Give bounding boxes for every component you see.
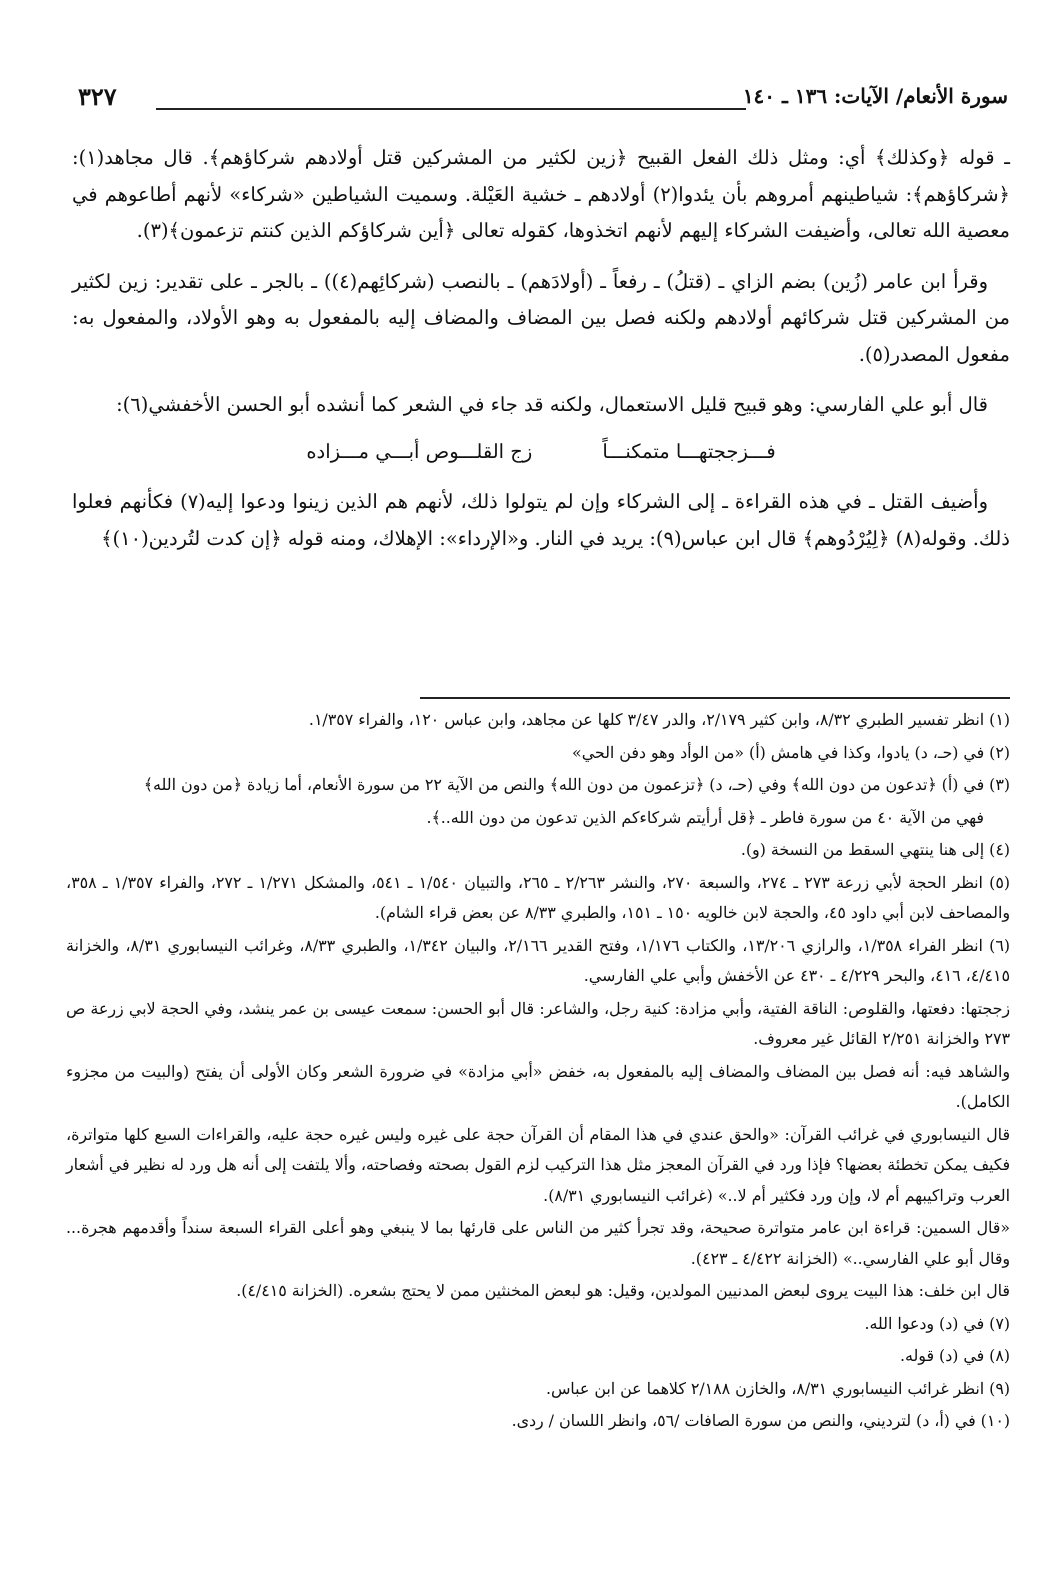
footnote-note: (١٠) في (أ، د) لترديني، والنص من سورة الصافات /٥٦، وانظر اللسان / ردى. [511,1411,1010,1430]
poetry-verse [72,434,1010,471]
verse-first-hemistich: فـــزججتهـــا متمكنـــاً [602,439,776,463]
footnote-note: (٩) انظر غرائب النيسابوري ٨/٣١، والخازن ٢/١٨٨ كلاهما عن ابن عباس. [545,1378,1010,1398]
footnote-note: (٨) في (د) قوله. [900,1346,1010,1365]
footnote-note: (٢) في (حـ، د) يادوا، وكذا في هامش (أ) «من الوأد وهو دفن الحي» [572,742,1010,762]
footnote-plain: «قال السمين: قراءة ابن عامر متواترة صحيحة، وقد تجرأ كثير من الناس على قارئها بما لا ينبغي وهو أعلى القراء السبعة سنداً وأقدمهم هجرة... وقال أبو علي الفارسي..» (الخزانة ٤/٤٢٢ ـ ٤٢٣). [66,1218,1010,1268]
footnote-plain: والشاهد فيه: أنه فصل بين المضاف والمضاف إليه بالمفعول به، خفض «أبي مزادة» في ضرورة الشعر وكان الأولى أن يفتح (والبيت من مجزوء الكامل). [66,1061,1010,1111]
main-text [72,140,1010,571]
footnote-plain: قال ابن خلف: هذا البيت يروى لبعض المدنيين المولدين، وقيل: هو لبعض المخنثين ممن لا يحتج بشعره. (الخزانة ٤/٤١٥). [236,1281,1010,1300]
footnote-separator [420,697,1010,699]
footnote-plain: قال النيسابوري في غرائب القرآن: «والحق عندي في هذا المقام أن القرآن حجة على غيره وليس غيره حجة عليه، والقراءات السبع كلها متواترة، فكيف يمكن تخطئة بعضها؟ فإذا ورد في القرآن المعجز مثل هذا التركيب لزم القول بصحته وفصاحته، وألا يلتفت إلى أنه هل ورد له نظير في أشعار العرب وتراكيبهم أم لا، وإن ورد فكثير أم لا..» (غرائب النيسابوري ٨/٣١). [66,1124,1010,1205]
paragraph-2: وقرأ ابن عامر (زُين) بضم الزاي ـ (قتلُ) ـ رفعاً ـ (أولادَهم) ـ بالنصب (شركائِهم(٤)) ـ بالجر ـ على تقدير: زين لكثير من المشركين قتل شركائهم أولادهم ولكنه فصل بين المضاف والمضاف إليه بالمفعول به وهو الأولاد، والمفعول به: مفعول المصدر(٥). [72,269,1010,366]
footnote-sub: فهي من الآية ٤٠ من سورة فاطر ـ ﴿قل أرأيتم شركاءكم الذين تدعون من دون الله..﴾. [426,807,984,827]
header-rule [156,108,746,110]
footnote-note: (٥) انظر الحجة لأبي زرعة ٢٧٣ ـ ٢٧٤، والسبعة ٢٧٠، والنشر ٢/٢٦٣ ـ ٢٦٥، والتبيان ١/٥٤٠ ـ ٥٤١، والمشكل ١/٢٧١ ـ ٢٧٢، والفراء ١/٣٥٧ ـ ٣٥٨، والمصاحف لابن أبي داود ٤٥، والحجة لابن خالويه ١٥٠ ـ ١٥١، والطبري ٨/٣٣ عن بعض قراء الشام). [66,872,1011,922]
verse-second-hemistich: زج القلـــوص أبـــي مـــزاده [306,439,533,463]
page-number: ٣٢٧ [78,82,117,111]
chapter-title: سورة الأنعام/ الآيات: ١٣٦ ـ ١٤٠ [742,84,1008,108]
footnote-note: (٤) إلى هنا ينتهي السقط من النسخة (و). [740,840,1010,859]
paragraph-4: وأضيف القتل ـ في هذه القراءة ـ إلى الشركاء وإن لم يتولوا ذلك، لأنهم هم الذين زينوا ودعوا إليه(٧) فكأنهم فعلوا ذلك. وقوله(٨) ﴿لِيُرْدُوهم﴾ قال ابن عباس(٩): يريد في النار. و«الإرداء»: الإهلاك، ومنه قوله ﴿إن كدت لتُردين(١٠)﴾ [72,490,1010,550]
footnote-note: (٦) انظر الفراء ١/٣٥٨، والرازي ١٣/٢٠٦، والكتاب ١/١٧٦، وفتح القدير ٢/١٦٦، والبيان ١/٣٤٢، والطبري ٨/٣٣، وغرائب النيسابوري ٨/٣١، والخزانة ٤/٤١٥، ٤١٦، والبحر ٤/٢٢٩ ـ ٤٣٠ عن الأخفش وأبي علي الفارسي. [66,935,1011,985]
footnote-note: (١) انظر تفسير الطبري ٨/٣٢، وابن كثير ٢/١٧٩، والدر ٣/٤٧ كلها عن مجاهد، وابن عباس ١٢٠، والفراء ١/٣٥٧. [308,710,1010,729]
footnotes [66,705,1010,1439]
footnote-plain: زججتها: دفعتها، والقلوص: الناقة الفتية، وأبي مزادة: كنية رجل، والشاعر: قال أبو الحسن: سمعت عيسى بن عمر ينشد، وفي الحجة لابي زرعة ص ٢٧٣ والخزانة ٢/٢٥١ القائل غير معروف. [66,998,1010,1048]
paragraph-1: ـ قوله ﴿وكذلك﴾ أي: ومثل ذلك الفعل القبيح ﴿زين لكثير من المشركين قتل أولادهم شركاؤهم﴾. قال مجاهد(١): ﴿شركاؤهم﴾: شياطينهم أمروهم بأن يئدوا(٢) أولادهم ـ خشية العَيْلة. وسميت الشياطين «شركاء» لأنهم أطاعوهم في معصية الله تعالى، وأضيفت الشركاء إليهم لأنهم اتخذوها، كقوله تعالى ﴿أين شركاؤكم الذين كنتم تزعمون﴾(٣). [72,146,1010,242]
running-header [78,84,1008,118]
paragraph-3: قال أبو علي الفارسي: وهو قبيح قليل الاستعمال، ولكنه قد جاء في الشعر كما أنشده أبو الحسن الأخفشي(٦): [116,393,988,416]
footnote-note: (٧) في (د) ودعوا الله. [864,1313,1010,1333]
footnote-note: (٣) في (أ) ﴿تدعون من دون الله﴾ وفي (حـ، د) ﴿تزعمون من دون الله﴾ والنص من الآية ٢٢ من سورة الأنعام، أما زيادة ﴿من دون الله﴾ [143,775,1010,794]
